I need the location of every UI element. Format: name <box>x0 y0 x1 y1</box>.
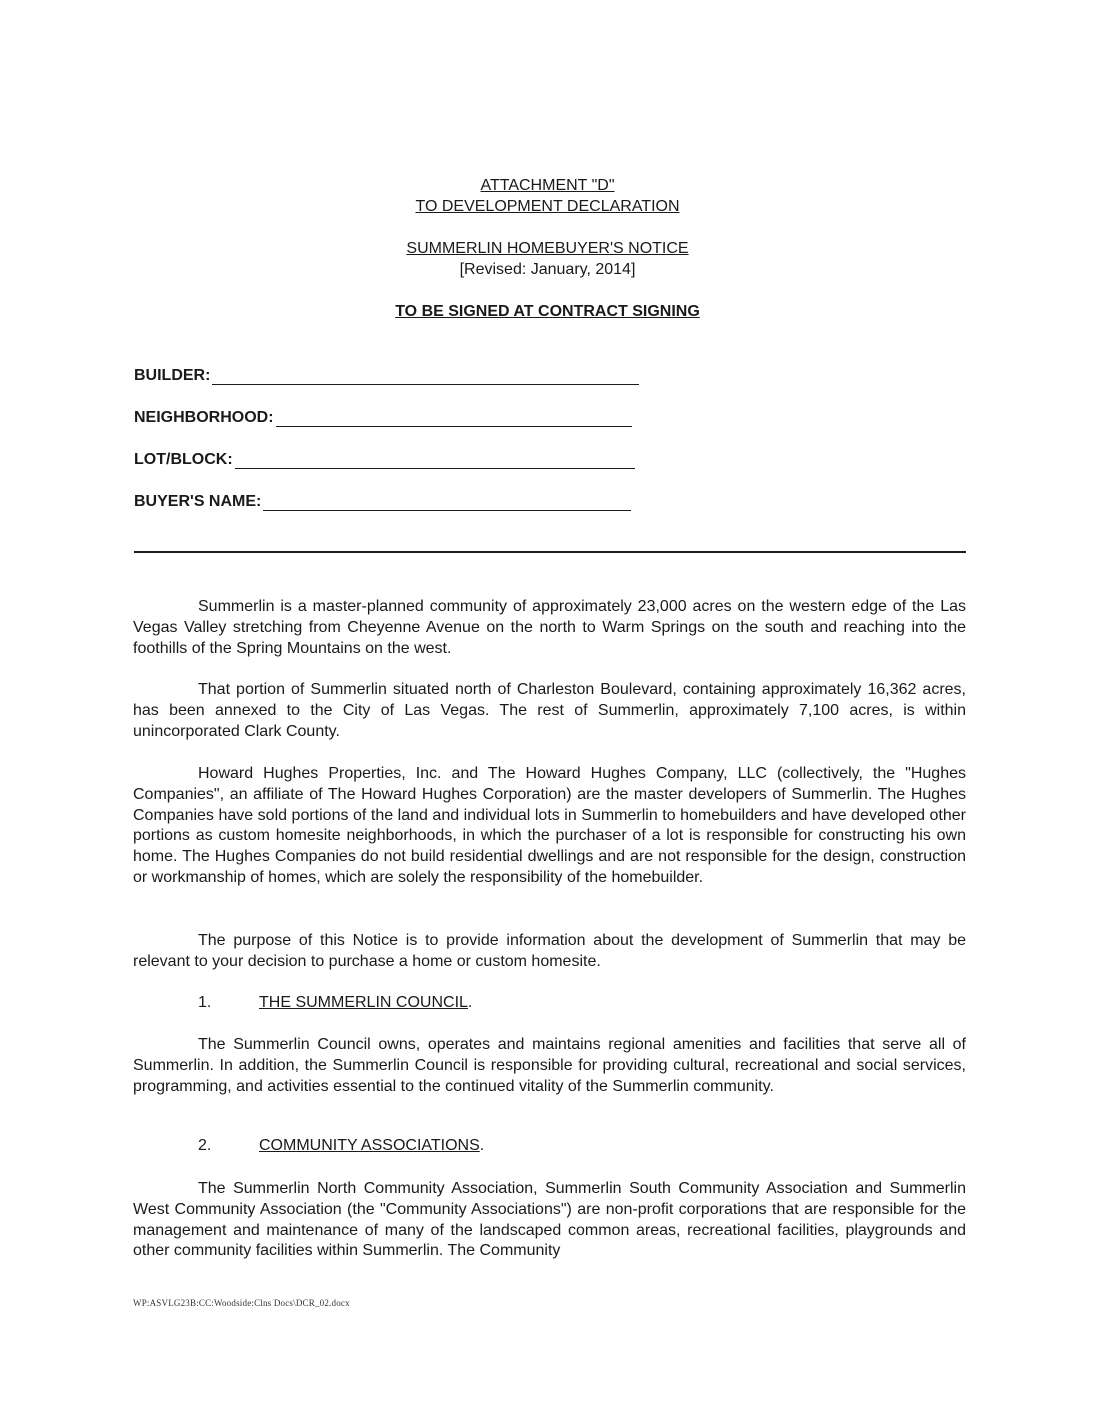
section-2-text: The Summerlin North Community Association, Summerlin South Community Association and Summerlin West Community Association (the "Community Associations") are non-profit corporations that are responsible for the management and maintenance of many of the landscaped common areas, recreational facilities, playgrounds and other community facilities within Summerlin. The Community <box>133 1180 966 1260</box>
footer-file-path: WP:ASVLG23B:CC:Woodside:Clns Docs\DCR_02.docx <box>133 1298 350 1308</box>
lot-block-field[interactable] <box>134 451 635 469</box>
section-2-heading: 2. COMMUNITY ASSOCIATIONS. <box>198 1137 485 1154</box>
paragraph-annexation: That portion of Summerlin situated north of Charleston Boulevard, containing approximately 16,362 acres, has been annexed to the City of Las Vegas. The rest of Summerlin, approximately 7,100 acres, is within unincorporated Clark County. <box>133 681 966 740</box>
neighborhood-field[interactable] <box>134 409 632 427</box>
paragraph-purpose: The purpose of this Notice is to provide information about the development of Summerlin that may be relevant to your decision to purchase a home or custom homesite. <box>133 932 966 970</box>
sign-notice: TO BE SIGNED AT CONTRACT SIGNING <box>395 303 700 320</box>
neighborhood-label: NEIGHBORHOOD: <box>134 409 274 426</box>
paragraph-developers: Howard Hughes Properties, Inc. and The Howard Hughes Company, LLC (collectively, the "Hughes Companies", an affiliate of The Howard Hughes Corporation) are the master developers of Summerlin. The Hughes Companies have sold portions of the land and individual lots in Summerlin to homebuilders and have developed other portions as custom homesite neighborhoods, in which the purchaser of a lot is responsible for constructing his own home. The Hughes Companies do not build residential dwellings and are not responsible for the design, construction or workmanship of homes, which are solely the responsibility of the homebuilder. <box>133 765 966 886</box>
builder-label: BUILDER: <box>134 367 211 384</box>
buyer-name-label: BUYER'S NAME: <box>134 493 262 510</box>
builder-line[interactable] <box>212 370 639 385</box>
declaration-title: TO DEVELOPMENT DECLARATION <box>415 198 680 215</box>
paragraph-intro: Summerlin is a master-planned community of approximately 23,000 acres on the western edge of the Las Vegas Valley stretching from Cheyenne Avenue on the north to Warm Springs on the south and reaching into the foothills of the Spring Mountains on the west. <box>133 598 966 657</box>
section-1-text: The Summerlin Council owns, operates and maintains regional amenities and facilities that serve all of Summerlin. In addition, the Summerlin Council is responsible for providing cultural, recreational and social services, programming, and activities essential to the continued vitality of the Summerlin community. <box>133 1036 966 1095</box>
separator-line <box>134 551 966 553</box>
lot-block-label: LOT/BLOCK: <box>134 451 233 468</box>
builder-field[interactable] <box>134 367 639 385</box>
section-1-title: THE SUMMERLIN COUNCIL <box>259 994 468 1011</box>
section-1-heading: 1. THE SUMMERLIN COUNCIL. <box>198 994 473 1011</box>
buyer-name-line[interactable] <box>263 496 631 511</box>
section-1-number: 1. <box>198 994 212 1011</box>
neighborhood-line[interactable] <box>276 412 632 427</box>
section-2-number: 2. <box>198 1137 212 1154</box>
notice-title: SUMMERLIN HOMEBUYER'S NOTICE <box>406 240 689 257</box>
attachment-title: ATTACHMENT "D" <box>480 177 615 194</box>
section-2-title: COMMUNITY ASSOCIATIONS <box>259 1137 480 1154</box>
buyer-name-field[interactable] <box>134 493 631 511</box>
revised-date: [Revised: January, 2014] <box>459 261 636 278</box>
lot-block-line[interactable] <box>235 454 635 469</box>
